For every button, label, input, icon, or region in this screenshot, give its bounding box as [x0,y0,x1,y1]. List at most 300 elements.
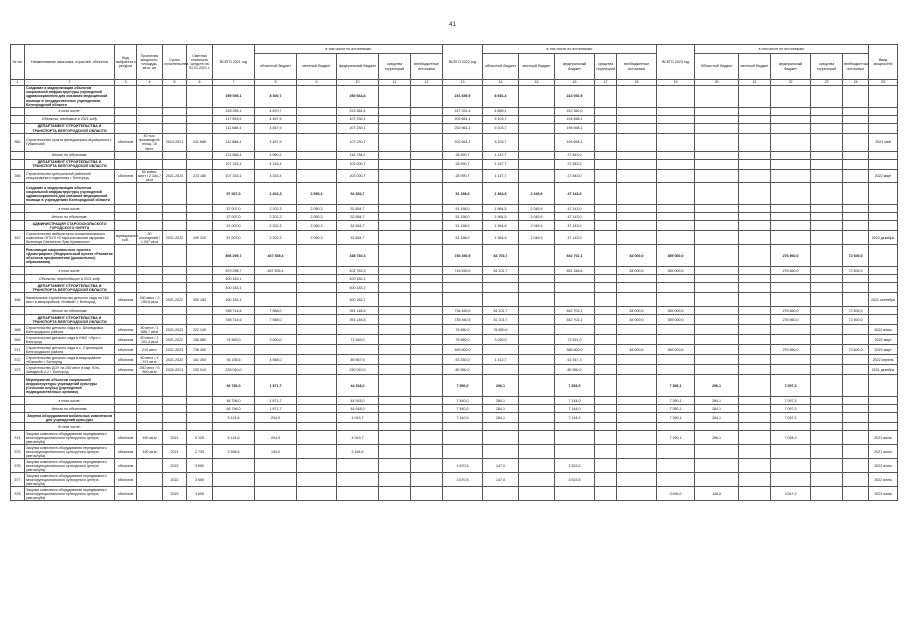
total-2022: 51 158,0 [443,205,483,213]
obl-2023: 296,1 [695,375,739,397]
mest-2023 [739,116,771,124]
total-2021: 5 124,6 [213,413,255,423]
build-dates [163,405,187,413]
vneb-2022 [617,183,657,205]
object-name: Итого по объектам: [25,307,115,315]
terr-2021 [379,169,411,183]
vneb-2022 [617,423,657,431]
estimate-cost [187,245,213,267]
vneb-2022 [617,151,657,159]
commissioning [869,245,898,267]
terr-2023 [811,397,843,405]
mest-2022 [519,169,555,183]
terr-2023 [811,134,843,152]
fed-2022: 222 092,9 [555,86,595,108]
column-index-cell: 18 [617,80,657,86]
table-row [11,205,898,213]
terr-2021 [379,307,411,315]
fed-2021: 4 919,7 [337,431,379,445]
table-row [11,293,898,307]
vneb-2021 [411,345,443,355]
table-row [11,355,898,365]
build-dates: 2021-2022 [163,231,187,245]
row-number [11,423,25,431]
vneb-2023 [843,473,869,487]
fed-2021: 250 664,8 [337,86,379,108]
estimate-cost: 400 183 [187,293,213,307]
fed-2022: 542 702,1 [555,315,595,325]
column-index-cell: 2 [25,80,115,86]
mest-2021 [297,445,337,459]
commissioning [869,213,898,221]
terr-2021 [379,315,411,325]
obl-2023 [695,86,739,108]
total-2022: 716 450,5 [443,267,483,275]
terr-2021 [379,293,411,307]
terr-2021 [379,445,411,459]
header-vneb-2023: внебюджетные источники [843,54,869,80]
total-2023 [657,355,695,365]
obl-2021 [255,473,297,487]
terr-2023 [811,307,843,315]
vneb-2023 [843,151,869,159]
commissioning [869,405,898,413]
mest-2022 [519,445,555,459]
terr-2022 [595,213,617,221]
table-row [11,335,898,345]
total-2023: 7 390,1 [657,413,695,423]
resource-type [115,116,137,124]
estimate-cost [187,315,213,325]
fed-2021: 338 760,3 [337,245,379,267]
vneb-2022 [617,459,657,473]
vneb-2022 [617,159,657,169]
fed-2021: 103 000,7 [337,159,379,169]
total-2021 [213,423,255,431]
fed-2022 [555,283,595,293]
vneb-2022 [617,283,657,293]
mest-2022 [519,459,555,473]
row-number: 571 [11,345,25,355]
terr-2022 [595,134,617,152]
mest-2021: 2 050,3 [297,231,337,245]
page-number: 41 [449,22,456,28]
mest-2023 [739,325,771,335]
total-2023: 3 695,0 [657,487,695,501]
capacity: 150 кв.м [137,431,163,445]
fed-2023 [771,116,811,124]
fed-2023 [771,159,811,169]
column-index-cell: 11 [379,80,411,86]
mest-2021 [297,431,337,445]
fed-2023 [771,283,811,293]
terr-2023 [811,487,843,501]
fed-2023 [771,183,811,205]
column-index-cell: 12 [411,80,443,86]
capacity [137,183,163,205]
terr-2022 [595,108,617,116]
capacity [137,487,163,501]
terr-2023 [811,315,843,325]
row-number [11,124,25,134]
row-number [11,275,25,283]
table-row [11,221,898,231]
header-name: Наименование заказчика, отраслей, объектов [25,45,115,80]
vneb-2021 [411,473,443,487]
column-index-cell: 13 [443,80,483,86]
commissioning [869,267,898,275]
terr-2022 [595,267,617,275]
table-row [11,116,898,124]
vneb-2021 [411,405,443,413]
terr-2021 [379,183,411,205]
obl-2021: 8 300,7 [255,86,297,108]
fed-2023: 7 097,3 [771,405,811,413]
build-dates: 2021-2023 [163,345,187,355]
estimate-cost: 222 145 [187,325,213,335]
terr-2023 [811,205,843,213]
obl-2022 [483,487,519,501]
terr-2023 [811,221,843,231]
commissioning [869,413,898,423]
terr-2022 [595,231,617,245]
mest-2022 [519,405,555,413]
total-2022: 76 650,0 [443,325,483,335]
obl-2021: 4 950,2 [255,151,297,159]
mest-2021: 2 050,3 [297,183,337,205]
fed-2022 [555,445,595,459]
terr-2021 [379,134,411,152]
build-dates [163,307,187,315]
mest-2021 [297,423,337,431]
terr-2021 [379,405,411,413]
fed-2023 [771,205,811,213]
fed-2022 [555,325,595,335]
mest-2022 [519,134,555,152]
mest-2023 [739,423,771,431]
estimate-cost: 161 260 [187,355,213,365]
commissioning [869,375,898,397]
column-index-cell: 7 [213,80,255,86]
fed-2021: 2 494,6 [337,445,379,459]
row-number: 572 [11,355,25,365]
total-2021 [213,459,255,473]
mest-2021: 2 050,3 [297,205,337,213]
mest-2021: 2 050,3 [297,221,337,231]
commissioning: 2022 март [869,335,898,345]
vneb-2022 [617,213,657,221]
object-name: ДЕПАРТАМЕНТ СТРОИТЕЛЬСТВА И ТРАНСПОРТА БЕЛГОРОДСКОЙ ОБЛАСТИ [25,124,115,134]
capacity [137,375,163,397]
obl-2023 [695,473,739,487]
column-index-cell: 3 [115,80,137,86]
header-terr-2022: средства территорий [595,54,617,80]
fed-2022: 3 523,5 [555,473,595,487]
commissioning: 2022 июнь [869,459,898,473]
fed-2022: 542 702,1 [555,307,595,315]
total-2022: 28 990,7 [443,151,483,159]
object-name: Строительство пункта фельдшерско-акушерского г. Губкинский [25,134,115,152]
build-dates [163,86,187,108]
total-2021 [213,473,255,487]
obl-2021: 4 153,4 [255,169,297,183]
fed-2023: 276 560,0 [771,267,811,275]
vneb-2022 [617,413,657,423]
terr-2021 [379,355,411,365]
mest-2022 [519,86,555,108]
fed-2021: 391 146,6 [337,307,379,315]
total-2021: 398 714,6 [213,307,255,315]
total-2021: 57 007,0 [213,183,255,205]
terr-2022 [595,405,617,413]
obl-2021: 4 457,9 [255,134,297,152]
obl-2022: 3 039,0 [483,335,519,345]
obl-2022 [483,423,519,431]
vneb-2021 [411,221,443,231]
terr-2021 [379,159,411,169]
obl-2022: 1 964,5 [483,205,519,213]
row-number [11,221,25,231]
obl-2022: 284,1 [483,413,519,423]
fed-2021: 400 183,1 [337,283,379,293]
vneb-2021 [411,183,443,205]
fed-2022 [555,431,595,445]
vneb-2021 [411,124,443,134]
terr-2023 [811,431,843,445]
resource-type [115,283,137,293]
fed-2023: 276 560,0 [771,345,811,355]
table-row [11,245,898,267]
mest-2023 [739,124,771,134]
object-name: В том числе: [25,423,115,431]
capacity: 80 мест / 2 101,4 кв.м [137,335,163,345]
terr-2022 [595,445,617,459]
header-capacity: Проектная мощность, площадь, кв.м, шт [137,45,163,80]
fed-2022: 47 143,0 [555,205,595,213]
obl-2022: 284,1 [483,397,519,405]
row-number [11,375,25,397]
total-2023: 7 390,1 [657,397,695,405]
terr-2022 [595,397,617,405]
resource-type: объектов [115,473,137,487]
terr-2021 [379,116,411,124]
fed-2022: 194 658,1 [555,116,595,124]
obl-2021 [255,365,297,375]
vneb-2023 [843,423,869,431]
table-body [11,80,898,501]
mest-2021 [297,116,337,124]
obl-2022: 5 103,7 [483,116,519,124]
build-dates [163,315,187,325]
total-2022: 202 661,1 [443,116,483,124]
terr-2023 [811,183,843,205]
estimate-cost [187,423,213,431]
fed-2021 [337,473,379,487]
mest-2022 [519,375,555,397]
table-row [11,325,898,335]
fed-2022: 551 348,8 [555,267,595,275]
column-index-cell: 6 [187,80,213,86]
resource-type: объектов [115,134,137,152]
mest-2023 [739,365,771,375]
mest-2023 [739,355,771,365]
build-dates [163,283,187,293]
resource-type [115,151,137,159]
mest-2021 [297,134,337,152]
terr-2022 [595,221,617,231]
fed-2023 [771,365,811,375]
object-name: Закупка комплекта оборудования передвижного многофункционального культурного центра (автоклуба) [25,473,115,487]
total-2022 [443,431,483,445]
mest-2021 [297,375,337,397]
build-dates [163,183,187,205]
fed-2021: 223 384,4 [337,108,379,116]
estimate-cost [187,213,213,221]
vneb-2023: 72 600,0 [843,245,869,267]
obl-2023 [695,293,739,307]
obl-2022: 284,1 [483,405,519,413]
object-name: Создание и модернизация объектов социальной инфраструктуры учреждений здравоохранения для оказания медицинской помощи в учреждениях Белгородской области [25,183,115,205]
header-type: Вид выбранного ресурса [115,45,137,80]
total-2023: 7 390,1 [657,431,695,445]
capacity [137,397,163,405]
obl-2022: 1 147,7 [483,159,519,169]
total-2021: 111 688,4 [213,124,255,134]
resource-type [115,375,137,397]
table-row [11,405,898,413]
object-name: в том числе: [25,397,115,405]
build-dates [163,213,187,221]
mest-2021 [297,413,337,423]
build-dates [163,159,187,169]
mest-2021 [297,275,337,283]
fed-2021: 71 569,0 [337,335,379,345]
mest-2021 [297,365,337,375]
mest-2023 [739,293,771,307]
terr-2023 [811,345,843,355]
fed-2022: 222 362,0 [555,108,595,116]
commissioning [869,307,898,315]
object-name: Итого по объектам: [25,151,115,159]
estimate-cost: 156 560 [187,335,213,345]
mest-2023 [739,205,771,213]
estimate-cost [187,397,213,405]
fed-2022: 385 600,0 [555,345,595,355]
terr-2021 [379,231,411,245]
terr-2023 [811,108,843,116]
header-total-2022: ВСЕГО 2022 год [443,45,483,80]
mest-2022 [519,325,555,335]
terr-2023 [811,159,843,169]
vneb-2022 [617,86,657,108]
obl-2022: 1 964,5 [483,231,519,245]
obl-2022: 5 103,7 [483,134,519,152]
header-fed-2021: федеральный бюджет [337,54,379,80]
column-index-cell: 16 [555,80,595,86]
capacity [137,245,163,267]
header-terr-2021: средства территорий [379,54,411,80]
mest-2022 [519,293,555,307]
vneb-2022 [617,445,657,459]
estimate-cost [187,413,213,423]
total-2023: 359 000,0 [657,245,695,267]
vneb-2023 [843,283,869,293]
total-2023 [657,108,695,116]
vneb-2022: 84 000,0 [617,345,657,355]
mest-2022: 2 045,9 [519,213,555,221]
fed-2021: 52 654,7 [337,231,379,245]
total-2023 [657,183,695,205]
obl-2021: 2 202,3 [255,213,297,221]
obl-2021: 1 871,7 [255,375,297,397]
total-2023 [657,116,695,124]
total-2021: 2 598,6 [213,445,255,459]
header-mest-2023: местный бюджет [739,54,771,80]
resource-type: объектов [115,345,137,355]
estimate-cost: 223 185 [187,169,213,183]
total-2022: 51 158,0 [443,221,483,231]
mest-2021 [297,151,337,159]
row-number: 574 [11,431,25,445]
terr-2023 [811,213,843,221]
mest-2023 [739,283,771,293]
vneb-2023 [843,205,869,213]
mest-2023 [739,397,771,405]
investment-table [10,44,898,501]
obl-2022: 84 703,7 [483,245,519,267]
total-2021: 5 124,6 [213,431,255,445]
vneb-2023: 72 600,0 [843,307,869,315]
table-row [11,231,898,245]
fed-2023 [771,423,811,431]
obl-2023 [695,423,739,431]
terr-2023 [811,445,843,459]
capacity: 250 мест / 5 800 кв.м [137,365,163,375]
mest-2022 [519,307,555,315]
total-2022: 80 950,0 [443,365,483,375]
estimate-cost: 3 660 [187,459,213,473]
terr-2023 [811,124,843,134]
table-row [11,431,898,445]
obl-2021: 4 153,4 [255,159,297,169]
build-dates [163,397,187,405]
vneb-2021 [411,315,443,325]
row-number: 562 [11,134,25,152]
commissioning: 2021 декабрь [869,365,898,375]
terr-2022 [595,473,617,487]
estimate-cost: 3 660 [187,473,213,487]
total-2023: 359 000,0 [657,315,695,325]
obl-2021 [255,487,297,501]
total-2022: 3 670,5 [443,473,483,487]
resource-type [115,307,137,315]
obl-2021: 2 202,3 [255,221,297,231]
fed-2021: 103 000,7 [337,169,379,183]
capacity [137,108,163,116]
total-2021: 46 796,0 [213,397,255,405]
obl-2022: 1 964,5 [483,221,519,231]
row-number: 569 [11,335,25,345]
total-2021: 107 153,1 [213,169,255,183]
build-dates: 2021-2022 [163,355,187,365]
object-name: ДЕПАРТАМЕНТ СТРОИТЕЛЬСТВА И ТРАНСПОРТА БЕЛГОРОДСКОЙ ОБЛАСТИ [25,283,115,293]
obl-2023 [695,283,739,293]
obl-2023 [695,124,739,134]
obl-2021: 1 871,7 [255,397,297,405]
fed-2023: 7 094,0 [771,431,811,445]
obl-2021 [255,283,297,293]
estimate-cost [187,283,213,293]
